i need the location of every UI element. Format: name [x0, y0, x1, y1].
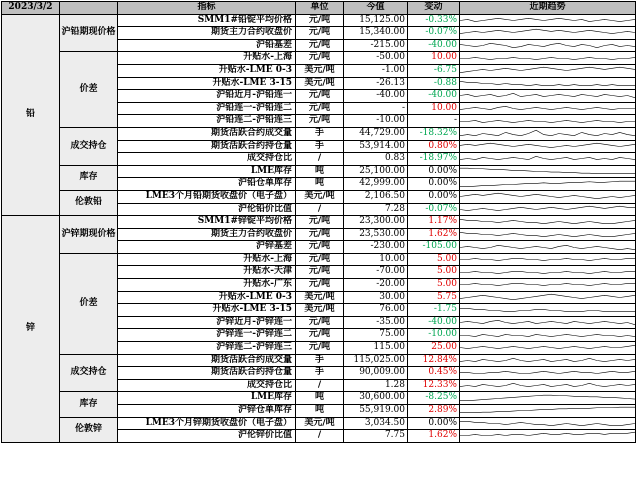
trend-sparkline [460, 53, 635, 64]
data-table [1, 1, 636, 443]
trend-sparkline [460, 405, 635, 416]
trend-sparkline-cell [460, 241, 636, 254]
value-cell: -215.00 [344, 39, 408, 52]
trend-sparkline [460, 430, 635, 441]
header-date: 2023/3/2 [2, 2, 60, 15]
unit-cell: 元/吨 [296, 253, 344, 266]
unit-cell: 元/吨 [296, 228, 344, 241]
trend-sparkline-cell [460, 102, 636, 115]
header-blank [60, 2, 118, 15]
trend-sparkline-cell [460, 392, 636, 405]
trend-line [460, 383, 635, 386]
indicator-name: 升贴水-上海 [118, 253, 296, 266]
category-label: 库存 [60, 165, 118, 190]
value-cell: 90,009.00 [344, 367, 408, 380]
category-label: 价差 [60, 52, 118, 128]
trend-sparkline-cell [460, 342, 636, 355]
change-cell: 0.45% [408, 367, 460, 380]
header-unit: 单位 [296, 2, 344, 15]
trend-line [460, 334, 635, 336]
value-cell: -50.00 [344, 52, 408, 65]
trend-line [460, 30, 635, 34]
trend-line [460, 232, 635, 236]
trend-line [460, 294, 635, 300]
trend-sparkline-cell [460, 14, 636, 27]
indicator-name: LME3个月铅期货收盘价（电子盘） [118, 190, 296, 203]
value-cell: 75.00 [344, 329, 408, 342]
trend-line [460, 57, 635, 59]
trend-sparkline [460, 191, 635, 202]
trend-sparkline-cell [460, 291, 636, 304]
unit-cell: 元/吨 [296, 342, 344, 355]
unit-cell: 元/吨 [296, 329, 344, 342]
trend-sparkline-cell [460, 127, 636, 140]
metal-label: 锌 [2, 216, 60, 443]
value-cell: -1.00 [344, 64, 408, 77]
trend-sparkline-cell [460, 228, 636, 241]
trend-sparkline [460, 116, 635, 127]
value-cell: 53,914.00 [344, 140, 408, 153]
change-cell: 0.00% [408, 165, 460, 178]
value-cell: 25,100.00 [344, 165, 408, 178]
indicator-name: 升贴水-LME 3-15 [118, 77, 296, 90]
unit-cell: 元/吨 [296, 52, 344, 65]
trend-sparkline [460, 179, 635, 190]
change-cell: 0.00% [408, 190, 460, 203]
change-cell: 5.00 [408, 279, 460, 292]
value-cell: 76.00 [344, 304, 408, 317]
table-row [2, 127, 636, 140]
trend-line [460, 81, 635, 85]
trend-sparkline [460, 166, 635, 177]
change-cell: 0.00% [408, 178, 460, 191]
change-cell: 10.00 [408, 102, 460, 115]
table-body [2, 14, 636, 442]
header-trend: 近期趋势 [460, 2, 636, 15]
value-cell: 7.75 [344, 430, 408, 443]
trend-sparkline [460, 254, 635, 265]
change-cell: 5.00 [408, 266, 460, 279]
trend-line [460, 433, 635, 436]
trend-sparkline [460, 267, 635, 278]
trend-sparkline-cell [460, 190, 636, 203]
trend-line [460, 67, 635, 73]
indicator-name: 沪铅近月-沪铅连一 [118, 90, 296, 103]
trend-sparkline-cell [460, 216, 636, 229]
trend-line [460, 407, 635, 413]
trend-line [460, 320, 635, 324]
category-label: 价差 [60, 253, 118, 354]
unit-cell: 元/吨 [296, 279, 344, 292]
indicator-name: 沪锌连一-沪锌连二 [118, 329, 296, 342]
change-cell: 2.89% [408, 405, 460, 418]
indicator-name: 沪铅连一-沪铅连二 [118, 102, 296, 115]
unit-cell: 美元/吨 [296, 291, 344, 304]
trend-sparkline-cell [460, 379, 636, 392]
value-cell: 30.00 [344, 291, 408, 304]
change-cell: 1.17% [408, 216, 460, 229]
trend-line [460, 284, 635, 286]
indicator-name: 升贴水-上海 [118, 52, 296, 65]
trend-sparkline-cell [460, 165, 636, 178]
trend-sparkline [460, 65, 635, 76]
trend-sparkline [460, 40, 635, 51]
indicator-name: 升贴水-LME 0-3 [118, 291, 296, 304]
unit-cell: 元/吨 [296, 115, 344, 128]
trend-sparkline-cell [460, 367, 636, 380]
value-cell: -230.00 [344, 241, 408, 254]
trend-sparkline [460, 279, 635, 290]
metal-label: 铅 [2, 14, 60, 216]
trend-line [460, 245, 635, 249]
trend-sparkline [460, 229, 635, 240]
value-cell: 0.83 [344, 153, 408, 166]
value-cell: 7.28 [344, 203, 408, 216]
unit-cell: 元/吨 [296, 14, 344, 27]
trend-line [460, 220, 635, 224]
indicator-name: SMM1#铅锭平均价格 [118, 14, 296, 27]
change-cell: 1.62% [408, 228, 460, 241]
change-cell: -1.75 [408, 304, 460, 317]
trend-sparkline-cell [460, 52, 636, 65]
trend-sparkline [460, 78, 635, 89]
unit-cell: 手 [296, 127, 344, 140]
unit-cell: 吨 [296, 178, 344, 191]
indicator-name: 期货主力合约收盘价 [118, 27, 296, 40]
table-row [2, 216, 636, 229]
trend-line [460, 143, 635, 147]
table-row [2, 253, 636, 266]
change-cell: 0.80% [408, 140, 460, 153]
change-cell: 12.33% [408, 379, 460, 392]
unit-cell: / [296, 153, 344, 166]
change-cell: 25.00 [408, 342, 460, 355]
unit-cell: 元/吨 [296, 39, 344, 52]
value-cell: 15,125.00 [344, 14, 408, 27]
table-row [2, 392, 636, 405]
unit-cell: 手 [296, 140, 344, 153]
header-value: 今值 [344, 2, 408, 15]
trend-sparkline-cell [460, 153, 636, 166]
trend-sparkline-cell [460, 316, 636, 329]
trend-sparkline [460, 368, 635, 379]
indicator-name: 期货活跃合约持仓量 [118, 140, 296, 153]
trend-line [460, 168, 635, 174]
value-cell: 44,729.00 [344, 127, 408, 140]
trend-sparkline-cell [460, 304, 636, 317]
trend-line [460, 358, 635, 361]
change-cell: -18.97% [408, 153, 460, 166]
unit-cell: 美元/吨 [296, 304, 344, 317]
trend-sparkline [460, 141, 635, 152]
trend-sparkline-cell [460, 266, 636, 279]
table-row [2, 165, 636, 178]
indicator-name: 沪伦铅价比值 [118, 203, 296, 216]
trend-sparkline [460, 393, 635, 404]
indicator-name: SMM1#锌锭平均价格 [118, 216, 296, 229]
indicator-name: 升贴水-天津 [118, 266, 296, 279]
value-cell: 55,919.00 [344, 405, 408, 418]
indicator-name: LME库存 [118, 165, 296, 178]
indicator-name: 沪铅仓单库存 [118, 178, 296, 191]
trend-line [460, 18, 635, 21]
change-cell: -10.00 [408, 329, 460, 342]
value-cell: -70.00 [344, 266, 408, 279]
unit-cell: / [296, 430, 344, 443]
unit-cell: 元/吨 [296, 216, 344, 229]
unit-cell: 吨 [296, 165, 344, 178]
indicator-name: 期货活跃合约持仓量 [118, 367, 296, 380]
trend-sparkline [460, 153, 635, 164]
change-cell: -6.75 [408, 64, 460, 77]
unit-cell: 美元/吨 [296, 64, 344, 77]
trend-sparkline-cell [460, 430, 636, 443]
indicator-name: 期货主力合约收盘价 [118, 228, 296, 241]
unit-cell: 元/吨 [296, 266, 344, 279]
category-label: 成交持仓 [60, 127, 118, 165]
indicator-name: 沪锌近月-沪锌连一 [118, 316, 296, 329]
category-label: 库存 [60, 392, 118, 417]
change-cell: -40.00 [408, 90, 460, 103]
unit-cell: / [296, 203, 344, 216]
indicator-name: 沪铅基差 [118, 39, 296, 52]
category-label: 成交持仓 [60, 354, 118, 392]
category-label: 伦敦铅 [60, 190, 118, 215]
value-cell: -10.00 [344, 115, 408, 128]
value-cell: 10.00 [344, 253, 408, 266]
indicator-name: 沪锌仓单库存 [118, 405, 296, 418]
unit-cell: 吨 [296, 392, 344, 405]
value-cell: 42,999.00 [344, 178, 408, 191]
unit-cell: 手 [296, 354, 344, 367]
trend-line [460, 120, 635, 122]
indicator-name: 升贴水-LME 0-3 [118, 64, 296, 77]
trend-sparkline [460, 342, 635, 353]
trend-sparkline [460, 204, 635, 215]
indicator-name: 期货活跃合约成交量 [118, 354, 296, 367]
value-cell: 23,300.00 [344, 216, 408, 229]
change-cell: -40.00 [408, 39, 460, 52]
indicator-name: 沪铅连二-沪铅连三 [118, 115, 296, 128]
table-row [2, 354, 636, 367]
trend-sparkline [460, 330, 635, 341]
change-cell: -0.07% [408, 203, 460, 216]
unit-cell: 元/吨 [296, 27, 344, 40]
change-cell: -0.33% [408, 14, 460, 27]
trend-line [460, 157, 635, 160]
trend-sparkline [460, 27, 635, 38]
trend-line [460, 395, 635, 401]
indicator-name: 沪伦锌价比值 [118, 430, 296, 443]
change-cell: -105.00 [408, 241, 460, 254]
trend-sparkline-cell [460, 64, 636, 77]
change-cell: 5.00 [408, 253, 460, 266]
table-row [2, 417, 636, 430]
value-cell: 30,600.00 [344, 392, 408, 405]
trend-sparkline-cell [460, 140, 636, 153]
trend-sparkline-cell [460, 253, 636, 266]
unit-cell: / [296, 379, 344, 392]
indicator-name: 成交持仓比 [118, 153, 296, 166]
unit-cell: 美元/吨 [296, 417, 344, 430]
change-cell: 0.00% [408, 417, 460, 430]
unit-cell: 元/吨 [296, 90, 344, 103]
value-cell: 115,025.00 [344, 354, 408, 367]
trend-line [460, 371, 635, 373]
trend-sparkline [460, 15, 635, 26]
change-cell: -40.00 [408, 316, 460, 329]
trend-sparkline-cell [460, 203, 636, 216]
trend-line [460, 130, 635, 136]
change-cell: - [408, 115, 460, 128]
header-indicator: 指标 [118, 2, 296, 15]
trend-sparkline-cell [460, 405, 636, 418]
trend-line [460, 94, 635, 98]
indicator-name: LME3个月锌期货收盘价（电子盘） [118, 417, 296, 430]
indicator-name: LME库存 [118, 392, 296, 405]
trend-sparkline-cell [460, 354, 636, 367]
trend-line [460, 181, 635, 187]
trend-sparkline-cell [460, 77, 636, 90]
change-cell: 5.75 [408, 291, 460, 304]
unit-cell: 元/吨 [296, 316, 344, 329]
header-row [2, 2, 636, 15]
indicator-name: 沪锌连二-沪锌连三 [118, 342, 296, 355]
value-cell: 15,340.00 [344, 27, 408, 40]
trend-line [460, 106, 635, 109]
trend-sparkline-cell [460, 178, 636, 191]
change-cell: -0.88 [408, 77, 460, 90]
unit-cell: 吨 [296, 405, 344, 418]
trend-sparkline [460, 380, 635, 391]
value-cell: 115.00 [344, 342, 408, 355]
trend-line [460, 421, 635, 425]
trend-sparkline [460, 418, 635, 429]
unit-cell: 美元/吨 [296, 190, 344, 203]
indicator-name: 升贴水-LME 3-15 [118, 304, 296, 317]
table-row [2, 14, 636, 27]
trend-line [460, 271, 635, 273]
change-cell: -8.25% [408, 392, 460, 405]
unit-cell: 手 [296, 367, 344, 380]
change-cell: -0.07% [408, 27, 460, 40]
indicator-name: 成交持仓比 [118, 379, 296, 392]
change-cell: 1.62% [408, 430, 460, 443]
trend-sparkline [460, 305, 635, 316]
value-cell: 2,106.50 [344, 190, 408, 203]
trend-sparkline [460, 242, 635, 253]
trend-sparkline-cell [460, 279, 636, 292]
trend-sparkline [460, 103, 635, 114]
change-cell: 12.84% [408, 354, 460, 367]
trend-line [460, 346, 635, 349]
trend-sparkline [460, 128, 635, 139]
change-cell: 10.00 [408, 52, 460, 65]
indicator-name: 期货活跃合约成交量 [118, 127, 296, 140]
trend-sparkline-cell [460, 90, 636, 103]
value-cell: 23,530.00 [344, 228, 408, 241]
trend-sparkline-cell [460, 329, 636, 342]
table-row [2, 190, 636, 203]
trend-sparkline-cell [460, 115, 636, 128]
category-label: 沪铅期现价格 [60, 14, 118, 52]
value-cell: 1.28 [344, 379, 408, 392]
unit-cell: 元/吨 [296, 102, 344, 115]
indicator-name: 升贴水-广东 [118, 279, 296, 292]
trend-line [460, 206, 635, 210]
unit-cell: 美元/吨 [296, 77, 344, 90]
trend-sparkline [460, 317, 635, 328]
table-row [2, 52, 636, 65]
trend-sparkline-cell [460, 39, 636, 52]
trend-sparkline [460, 90, 635, 101]
header-change: 变动 [408, 2, 460, 15]
indicator-name: 沪锌基差 [118, 241, 296, 254]
trend-sparkline [460, 216, 635, 227]
trend-sparkline [460, 292, 635, 303]
trend-line [460, 193, 635, 199]
trend-sparkline [460, 355, 635, 366]
value-cell: -40.00 [344, 90, 408, 103]
trend-sparkline-cell [460, 27, 636, 40]
trend-line [460, 259, 635, 261]
category-label: 沪锌期现价格 [60, 216, 118, 254]
value-cell: -20.00 [344, 279, 408, 292]
value-cell: - [344, 102, 408, 115]
trend-line [460, 43, 635, 47]
category-label: 伦敦锌 [60, 417, 118, 442]
unit-cell: 元/吨 [296, 241, 344, 254]
value-cell: 3,034.50 [344, 417, 408, 430]
change-cell: -18.32% [408, 127, 460, 140]
trend-line [460, 308, 635, 311]
value-cell: -35.00 [344, 316, 408, 329]
trend-sparkline-cell [460, 417, 636, 430]
value-cell: -26.13 [344, 77, 408, 90]
